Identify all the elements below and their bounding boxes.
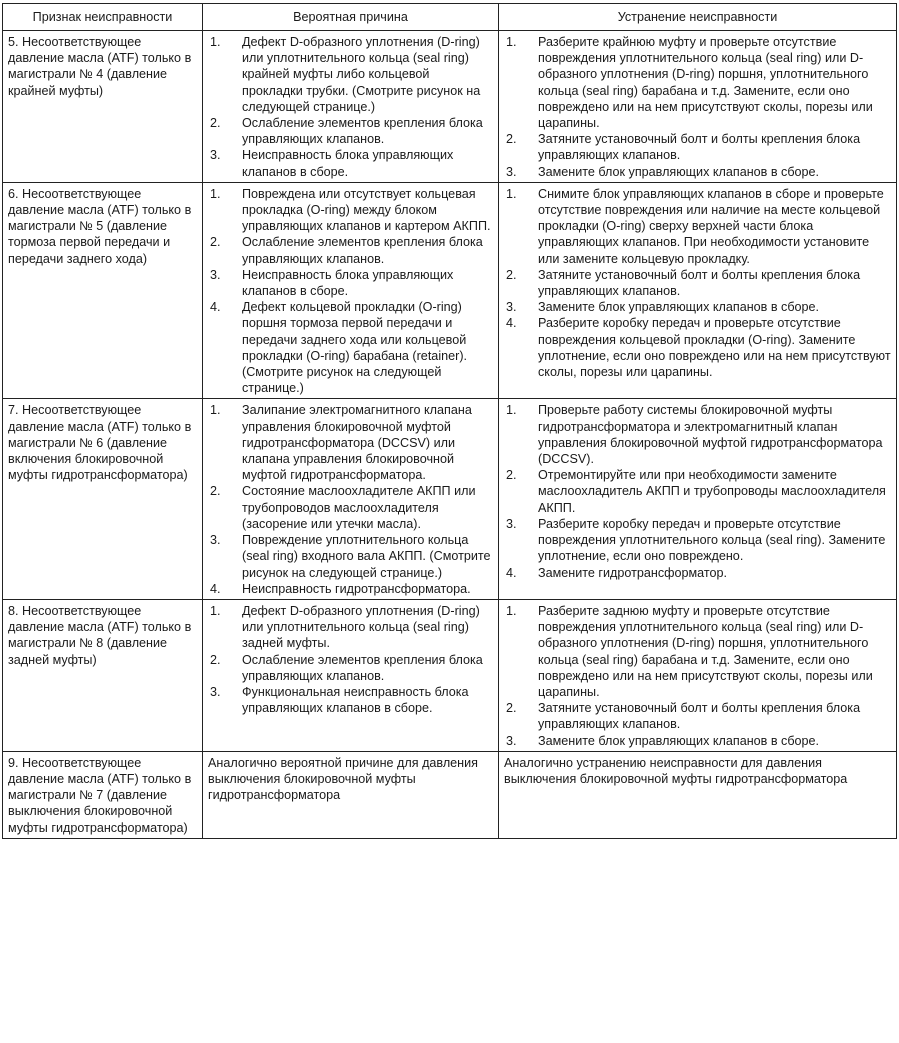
item-number: 2. <box>210 116 221 131</box>
list-item <box>208 652 493 684</box>
item-number: 1. <box>506 186 517 201</box>
item-text: Отремонтируйте или при необходимости замените маслоохладитель АКПП и трубопроводы маслоохладителя АКПП. <box>538 468 886 515</box>
item-number: 4. <box>210 581 221 596</box>
symptom-cell: 6. Несоответствующее давление масла (ATF) только в магистрали № 5 (давление тормоза первой передачи и передачи заднего хода) <box>3 182 203 399</box>
item-text: Ослабление элементов крепления блока управляющих клапанов. <box>242 235 483 266</box>
item-text: Дефект кольцевой прокладки (O-ring) поршня тормоза первой передачи и передачи заднего хода или кольцевой прокладки (O-ring) барабана (retainer). (Смотрите рисунок на следующей странице.) <box>242 300 468 396</box>
item-number: 1. <box>210 35 221 49</box>
item-text: Ослабление элементов крепления блока управляющих клапанов. <box>242 116 483 147</box>
item-number: 3. <box>210 684 221 699</box>
item-text: Дефект D-образного уплотнения (D-ring) или уплотнительного кольца (seal ring) задней муфты. <box>242 603 480 651</box>
fix-cell-list <box>504 603 891 749</box>
list-item <box>208 186 493 235</box>
item-number: 3. <box>210 148 221 163</box>
item-text: Ослабление элементов крепления блока управляющих клапанов. <box>242 652 483 683</box>
item-number: 3. <box>506 516 517 531</box>
item-text: Замените блок управляющих клапанов в сборе. <box>538 300 820 315</box>
header-cause: Вероятная причина <box>203 4 499 31</box>
list-item <box>208 483 493 532</box>
list-item <box>504 34 891 131</box>
item-number: 1. <box>506 35 517 49</box>
cause-cell-list <box>208 402 493 596</box>
item-number: 3. <box>210 267 221 282</box>
item-number: 4. <box>506 316 517 331</box>
fix-cell-list <box>504 402 891 580</box>
list-item <box>504 467 891 516</box>
item-number: 1. <box>210 403 221 418</box>
item-text: Повреждена или отсутствует кольцевая прокладка (O-ring) между блоком управляющих клапанов и картером АКПП. <box>242 186 491 234</box>
list-item <box>504 565 891 581</box>
table-row <box>3 751 897 838</box>
item-text: Разберите крайнюю муфту и проверьте отсутствие повреждения уплотнительного кольца (seal ring) или D-образного уплотнения (D-ring) поршня, уплотнительного кольца (seal ring) барабана и т.д. Замените, если оно повреждено или на нем присутствуют сколы, порезы или царапины. <box>538 35 873 131</box>
table-row <box>3 599 897 751</box>
list-item <box>208 581 493 597</box>
item-number: 2. <box>506 132 517 147</box>
item-number: 2. <box>210 484 221 499</box>
list-item <box>504 186 891 267</box>
item-text: Неисправность гидротрансформатора. <box>242 581 471 596</box>
table-row <box>3 31 897 183</box>
cause-cell-list <box>208 186 493 397</box>
item-text: Неисправность блока управляющих клапанов в сборе. <box>242 148 454 179</box>
item-text: Замените блок управляющих клапанов в сборе. <box>538 164 820 179</box>
header-fix: Устранение неисправности <box>499 4 897 31</box>
list-item <box>504 315 891 380</box>
item-text: Разберите коробку передач и проверьте отсутствие повреждения уплотнительного кольца (seal ring). Замените уплотнение, если оно повреждено. <box>538 516 886 564</box>
table-row <box>3 182 897 399</box>
list-item <box>504 164 891 180</box>
table-row <box>3 399 897 599</box>
item-text: Проверьте работу системы блокировочной муфты гидротрансформатора и электромагнитный клапан управления блокировочной муфтой гидротрансформатора (DCCSV). <box>538 403 883 467</box>
list-item <box>208 684 493 716</box>
symptom-cell: 9. Несоответствующее давление масла (ATF) только в магистрали № 7 (давление выключения блокировочной муфты гидротрансформатора) <box>3 751 203 838</box>
list-item <box>504 299 891 315</box>
item-number: 2. <box>506 267 517 282</box>
list-item <box>208 115 493 147</box>
fix-cell <box>499 399 897 599</box>
symptom-cell: 5. Несоответствующее давление масла (ATF) только в магистрали № 4 (давление крайней муфты) <box>3 31 203 183</box>
item-text: Замените гидротрансформатор. <box>538 565 728 580</box>
list-item <box>504 733 891 749</box>
list-item <box>504 516 891 565</box>
item-number: 2. <box>506 468 517 483</box>
item-text: Залипание электромагнитного клапана управления блокировочной муфтой гидротрансформатора (DCCSV) или клапана управления блокировочной муфтой гидротрансформатора. <box>242 403 472 483</box>
item-text: Повреждение уплотнительного кольца (seal ring) входного вала АКПП. (Смотрите рисунок на следующей странице.) <box>242 533 491 580</box>
cause-cell-list <box>208 603 493 716</box>
symptom-cell: 7. Несоответствующее давление масла (ATF) только в магистрали № 6 (давление включения блокировочной муфты гидротрансформатора) <box>3 399 203 599</box>
item-number: 3. <box>210 533 221 548</box>
item-text: Разберите заднюю муфту и проверьте отсутствие повреждения уплотнительного кольца (seal ring) или D-образного уплотнения (D-ring) поршня, уплотнительного кольца (seal ring) барабана и т.д. Замените, если оно повреждено или на нем присутствуют сколы, порезы или царапины. <box>538 603 873 699</box>
cause-cell: Аналогично вероятной причине для давления выключения блокировочной муфты гидротрансформатора <box>203 751 499 838</box>
item-text: Снимите блок управляющих клапанов в сборе и проверьте отсутствие повреждения или наличие на месте кольцевой прокладки (O-ring) сверху верхней части блока управляющих клапанов. При необходимости установите или замените кольцевую прокладку. <box>538 186 884 266</box>
list-item <box>208 402 493 483</box>
list-item <box>208 603 493 652</box>
item-number: 1. <box>210 186 221 201</box>
list-item <box>504 267 891 299</box>
list-item <box>504 700 891 732</box>
item-text: Затяните установочный болт и болты крепления блока управляющих клапанов. <box>538 267 861 299</box>
list-item <box>208 147 493 179</box>
item-text: Затяните установочный болт и болты крепления блока управляющих клапанов. <box>538 132 861 163</box>
table-header-row <box>3 4 897 31</box>
cause-cell <box>203 599 499 751</box>
item-text: Функциональная неисправность блока управляющих клапанов в сборе. <box>242 684 469 716</box>
fix-cell <box>499 182 897 399</box>
fix-cell <box>499 31 897 183</box>
cause-cell <box>203 399 499 599</box>
list-item <box>504 131 891 163</box>
item-text: Состояние маслоохладителе АКПП или трубопроводов маслоохладителя (засорение или утечки масла). <box>242 484 476 531</box>
item-text: Затяните установочный болт и болты крепления блока управляющих клапанов. <box>538 701 861 732</box>
fault-table <box>2 3 897 839</box>
list-item <box>208 299 493 396</box>
fix-cell-list <box>504 34 891 180</box>
list-item <box>208 234 493 266</box>
list-item <box>208 267 493 299</box>
item-number: 2. <box>506 701 517 716</box>
item-text: Дефект D-образного уплотнения (D-ring) или уплотнительного кольца (seal ring) крайней муфты либо кольцевой прокладки трубки. (Смотрите рисунок на следующей странице.) <box>242 35 481 114</box>
item-number: 1. <box>506 403 517 418</box>
cause-cell <box>203 31 499 183</box>
item-number: 3. <box>506 300 517 315</box>
list-item <box>208 532 493 581</box>
item-text: Разберите коробку передач и проверьте отсутствие повреждения кольцевой прокладки (O-ring). Замените уплотнение, если оно повреждено или на нем присутствуют сколы, порезы или царапины. <box>538 316 891 380</box>
item-number: 3. <box>506 733 517 748</box>
list-item <box>208 34 493 115</box>
item-number: 1. <box>506 603 517 618</box>
item-text: Неисправность блока управляющих клапанов в сборе. <box>242 267 454 299</box>
cause-cell <box>203 182 499 399</box>
item-number: 1. <box>210 603 221 618</box>
table-body <box>3 31 897 839</box>
symptom-cell: 8. Несоответствующее давление масла (ATF) только в магистрали № 8 (давление задней муфты) <box>3 599 203 751</box>
cause-cell-list <box>208 34 493 180</box>
item-number: 4. <box>506 565 517 580</box>
item-number: 4. <box>210 300 221 315</box>
list-item <box>504 603 891 700</box>
item-number: 3. <box>506 164 517 179</box>
item-number: 2. <box>210 652 221 667</box>
item-text: Замените блок управляющих клапанов в сборе. <box>538 733 820 748</box>
fix-cell: Аналогично устранению неисправности для давления выключения блокировочной муфты гидротрансформатора <box>499 751 897 838</box>
item-number: 2. <box>210 235 221 250</box>
fix-cell <box>499 599 897 751</box>
header-symptom: Признак неисправности <box>3 4 203 31</box>
fix-cell-list <box>504 186 891 380</box>
list-item <box>504 402 891 467</box>
